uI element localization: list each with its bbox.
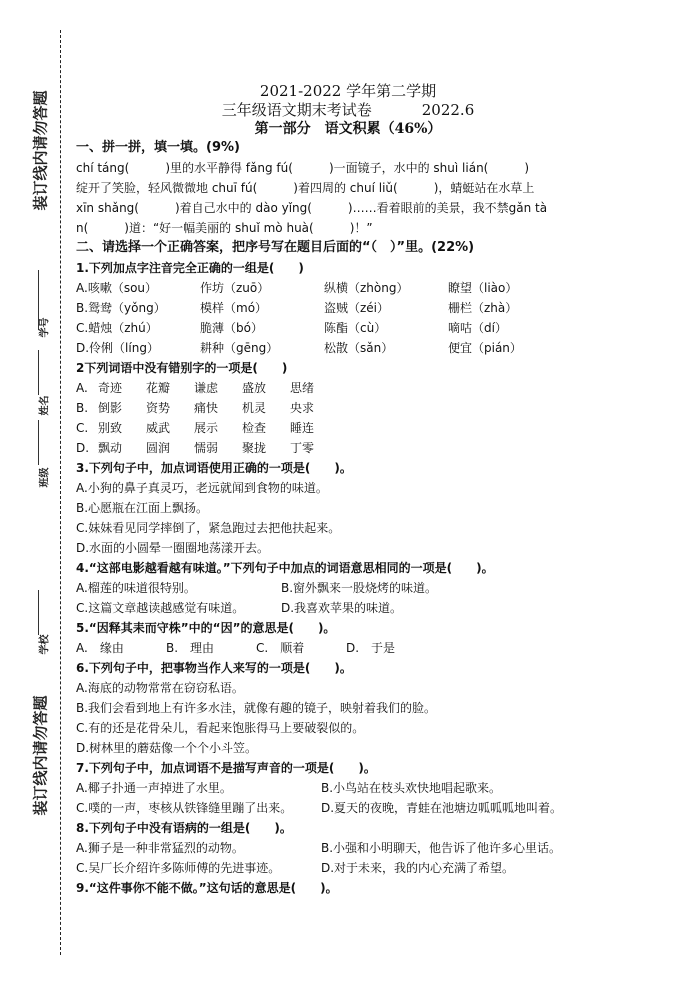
q5-option-a[interactable]: A. 缘由 [76,641,124,655]
q4-option-row [76,598,686,618]
q2-stem: 2下列词语中没有错别字的一项是( ) [76,361,288,375]
field-line-class [38,420,39,465]
pinyin-line-2[interactable]: 绽开了笑脸，轻风微微地 chuī fú( )着四周的 chuí liǔ( )，蜻蜓站在水草上 [76,181,535,195]
q5-stem: 5.“因释其耒而守株”中的“因”的意思是( )。 [76,621,336,635]
q7-option-d[interactable]: D.夏天的夜晚，青蛙在池塘边呱呱呱地叫着。 [321,801,563,815]
q6-option-a[interactable]: A.海底的动物常常在窃窃私语。 [76,681,244,695]
q2-c-label: C. [76,421,89,435]
q8-option-c[interactable]: C.吴厂长介绍许多陈师傅的先进事迹。 [76,861,281,875]
q2-b-2: 资势 [146,401,171,415]
q1-c-2: 脆薄（bó） [200,321,263,335]
q2-c-2: 威武 [146,421,171,435]
binding-warning-top: 装订线内请勿答题 [31,90,50,211]
q5-option-b[interactable]: B. 理由 [166,641,215,655]
q6-option-c[interactable]: C.有的还是花骨朵儿，看起来饱胀得马上要破裂似的。 [76,721,365,735]
q1-a-2: 作坊（zuō） [200,281,270,295]
q4-option-row [76,578,686,598]
q5-option-d[interactable]: D. 于是 [346,641,396,655]
pinyin-line-4[interactable]: n( )道：“好一幅美丽的 shuǐ mò huà( )！” [76,221,373,235]
q4-option-a[interactable]: A.榴莲的味道很特别。 [76,581,196,595]
q2-d-2: 圆润 [146,441,171,455]
q3-stem: 3.下列句子中，加点词语使用正确的一项是( )。 [76,461,352,475]
q2-a-1: 奇迹 [98,381,123,395]
q2-d-1: 飘动 [98,441,123,455]
q2-d-4: 聚拢 [242,441,267,455]
q1-d-1: D.伶俐（líng） [76,341,159,355]
q2-a-4: 盛放 [242,381,267,395]
q6-option-d[interactable]: D.树林里的蘑菇像一个个小斗笠。 [76,741,258,755]
q1-c-4: 嘀咕（dí） [448,321,507,335]
q7-option-b[interactable]: B.小鸟站在枝头欢快地唱起歌来。 [321,781,502,795]
q2-option-row[interactable] [76,378,686,398]
q4-option-c[interactable]: C.这篇文章越读越感觉有味道。 [76,601,245,615]
q3-option-b[interactable]: B.心愿瓶在江面上飘扬。 [76,501,209,515]
section-2-title: 二、请选择一个正确答案，把序号写在题目后面的“（ ）”里。(22%) [76,240,475,255]
q7-stem: 7.下列句子中，加点词语不是描写声音的一项是( )。 [76,761,376,775]
q8-option-row [76,858,686,878]
exam-content [76,138,686,898]
q1-option-row[interactable] [76,318,686,338]
q1-b-3: 盗贼（zéi） [324,301,390,315]
q3-option-d[interactable]: D.水面的小圆晕一圈圈地荡漾开去。 [76,541,270,555]
q4-option-d[interactable]: D.我喜欢苹果的味道。 [281,601,403,615]
q2-c-4: 检查 [242,421,267,435]
field-label-name: 姓名 [39,395,51,416]
q1-stem: 1.下列加点字注音完全正确的一组是( ) [76,261,304,275]
q2-d-label: D. [76,441,90,455]
q8-option-a[interactable]: A.狮子是一种非常猛烈的动物。 [76,841,244,855]
q8-option-row [76,838,686,858]
q8-stem: 8.下列句子中没有语病的一组是( )。 [76,821,292,835]
q9-stem: 9.“这件事你不能不做。”这句话的意思是( )。 [76,881,338,895]
q2-d-5: 丁零 [290,441,315,455]
field-label-class: 班级 [39,467,51,488]
q1-a-1: A.咳嗽（sou） [76,281,158,295]
q5-option-c[interactable]: C. 顺着 [256,641,305,655]
pinyin-line-1[interactable]: chí táng( )里的水平静得 fǎng fú( )一面镜子，水中的 shuì lián( ) [76,161,530,175]
q2-b-1: 倒影 [98,401,123,415]
q2-c-3: 展示 [194,421,219,435]
q5-option-row [76,638,686,658]
q3-option-a[interactable]: A.小狗的鼻子真灵巧，老远就闻到食物的味道。 [76,481,328,495]
q2-c-1: 别致 [98,421,123,435]
q7-option-row [76,798,686,818]
q1-b-1: B.鸳鸯（yǒng） [76,301,166,315]
binding-dashed-line [60,30,61,955]
q2-option-row[interactable] [76,438,686,458]
field-line-school [38,590,39,635]
q2-c-5: 睡连 [290,421,315,435]
q2-a-5: 思绪 [290,381,315,395]
binding-warning-bottom: 装订线内请勿答题 [31,695,50,816]
q1-d-4: 便宜（pián） [448,341,522,355]
part-title: 第一部分 语文积累（46%） [254,121,442,137]
q6-stem: 6.下列句子中，把事物当作人来写的一项是( )。 [76,661,352,675]
q2-option-row[interactable] [76,418,686,438]
q1-c-1: C.蜡烛（zhú） [76,321,158,335]
q3-option-c[interactable]: C.妹妹看见同学摔倒了，紧急跑过去把他扶起来。 [76,521,341,535]
section-1-title: 一、拼一拼，填一填。(9%) [76,140,240,155]
q7-option-row [76,778,686,798]
q1-d-2: 耕种（gēng） [200,341,279,355]
exam-title-row [0,99,696,120]
q4-option-b[interactable]: B.窗外飘来一股烧烤的味道。 [281,581,438,595]
q2-b-3: 痛快 [194,401,219,415]
q2-a-label: A. [76,381,88,395]
exam-date: 2022.6 [421,101,475,119]
q7-option-a[interactable]: A.椰子扑通一声掉进了水里。 [76,781,232,795]
q1-c-3: 陈酯（cù） [324,321,387,335]
q1-b-4: 栅栏（zhà） [448,301,518,315]
field-line-name [38,350,39,395]
q8-option-b[interactable]: B.小强和小明聊天，他告诉了他许多心里话。 [321,841,562,855]
exam-year: 2021-2022 学年第二学期 [259,82,437,100]
q2-a-2: 花瓣 [146,381,171,395]
q1-a-4: 瞭望（liào） [448,281,518,295]
q1-option-row[interactable] [76,298,686,318]
q2-b-label: B. [76,401,89,415]
exam-title: 三年级语文期末考试卷 [221,101,372,119]
q2-d-3: 懦弱 [194,441,219,455]
q6-option-b[interactable]: B.我们会看到地上有许多水洼，就像有趣的镜子，映射着我们的脸。 [76,701,437,715]
q1-a-3: 纵横（zhòng） [324,281,409,295]
q2-a-3: 谦虑 [194,381,219,395]
q8-option-d[interactable]: D.对于未来，我的内心充满了希望。 [321,861,515,875]
pinyin-line-3[interactable]: xīn shǎng( )着自己水中的 dào yǐng( )……看着眼前的美景，我不禁gǎn tà [76,201,548,215]
q1-b-2: 模样（mó） [200,301,268,315]
q2-b-5: 央求 [290,401,315,415]
field-label-school: 学校 [39,634,51,655]
q1-d-3: 松散（sǎn） [324,341,394,355]
q2-option-row[interactable] [76,398,686,418]
field-label-id: 学号 [39,317,51,338]
q4-stem: 4.“这部电影越看越有味道。”下列句子中加点的词语意思相同的一项是( )。 [76,561,494,575]
q2-b-4: 机灵 [242,401,267,415]
q1-option-row[interactable] [76,338,686,358]
q1-option-row[interactable] [76,278,686,298]
q7-option-c[interactable]: C.噗的一声，枣核从铁锋缝里蹦了出来。 [76,801,293,815]
